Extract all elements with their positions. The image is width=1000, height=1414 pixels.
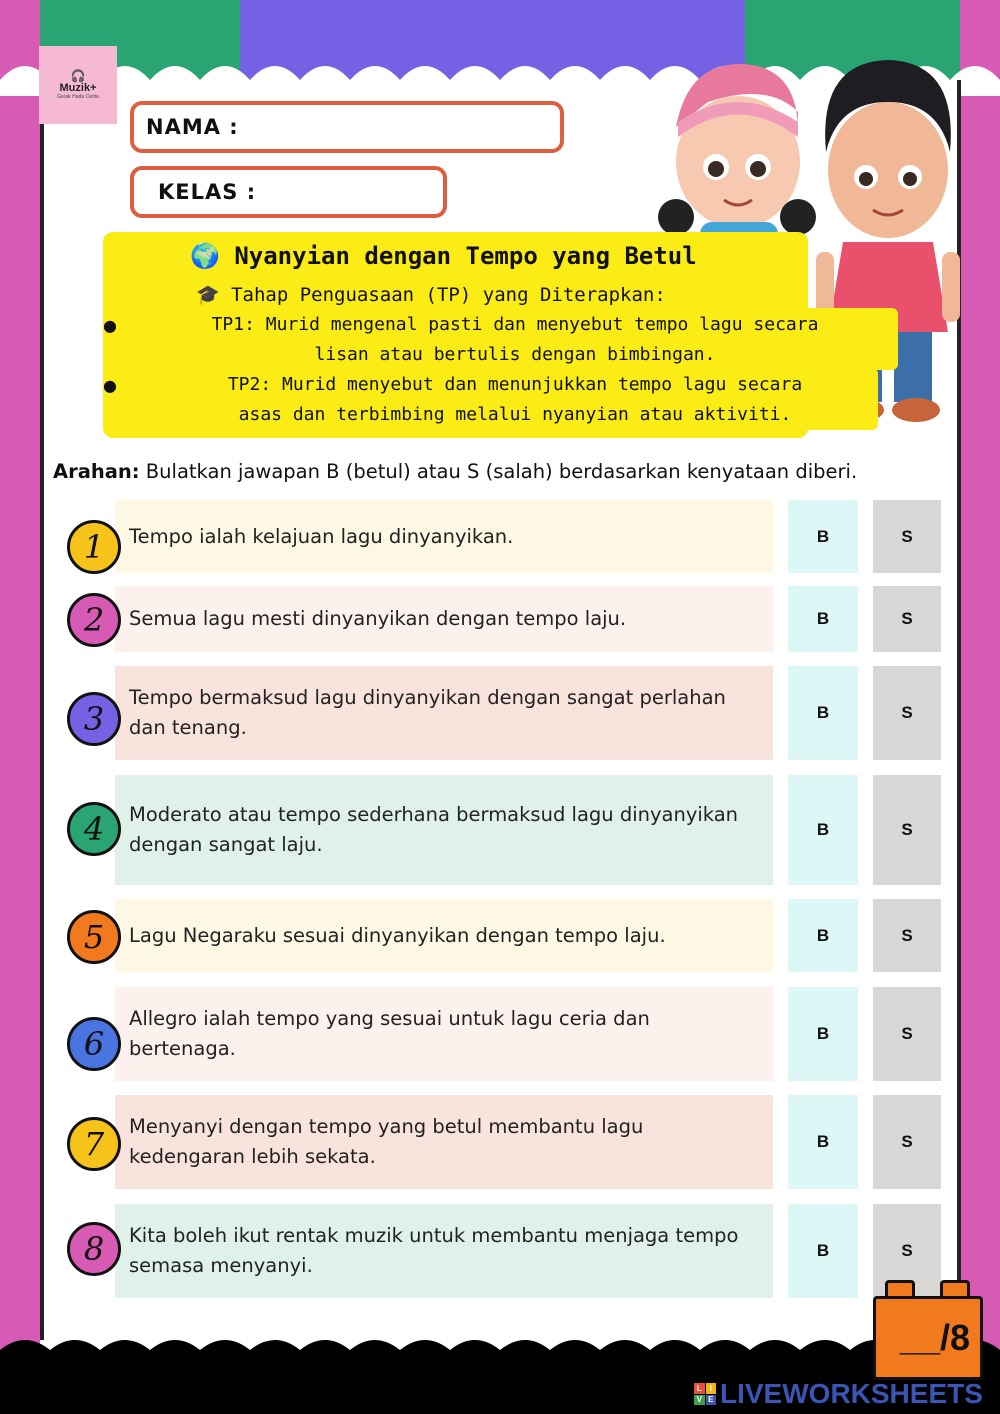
question-row — [115, 899, 773, 972]
info-title: 🌍 Nyanyian dengan Tempo yang Betul — [190, 242, 697, 270]
tp1-line2: lisan atau bertulis dengan bimbingan. — [314, 344, 716, 365]
answer-b-button[interactable]: B — [788, 1095, 858, 1189]
answer-s-button[interactable]: S — [873, 666, 941, 760]
logo-subtitle: Gerak Hada Cerita — [57, 94, 99, 100]
headphones-icon: 🎧 — [70, 69, 86, 83]
answer-b-button[interactable]: B — [788, 666, 858, 760]
muzik-logo — [39, 46, 117, 124]
bullet-icon: ● — [103, 376, 117, 395]
answer-b-button[interactable]: B — [788, 899, 858, 972]
answer-s-button[interactable]: S — [873, 1204, 941, 1298]
answer-s-button[interactable]: S — [873, 987, 941, 1081]
logo-title: Muzik+ — [59, 82, 97, 94]
nama-field[interactable] — [130, 101, 564, 153]
kelas-field[interactable] — [130, 166, 447, 218]
question-text: Semua lagu mesti dinyanyikan dengan tempo laju. — [129, 607, 627, 630]
score-text: __/8 — [899, 1317, 970, 1358]
badge-letter: L — [694, 1383, 705, 1394]
question-text: Kita boleh ikut rentak muzik untuk membantu menjaga tempo semasa menyanyi. — [129, 1224, 739, 1277]
watermark-text: LIVEWORKSHEETS — [720, 1378, 983, 1409]
question-number-badge: 2 — [67, 593, 121, 647]
answer-s-button[interactable]: S — [873, 775, 941, 885]
answer-b-button[interactable]: B — [788, 987, 858, 1081]
question-text: Allegro ialah tempo yang sesuai untuk lagu ceria dan bertenaga. — [129, 1007, 650, 1060]
answer-s-button[interactable]: S — [873, 586, 941, 652]
question-number-badge: 3 — [67, 692, 121, 746]
bullet-icon: ● — [103, 316, 117, 335]
question-text: Menyanyi dengan tempo yang betul membantu lagu kedengaran lebih sekata. — [129, 1115, 644, 1168]
question-row — [115, 775, 773, 885]
tp2-line1: TP2: Murid menyebut dan menunjukkan tempo lagu secara — [227, 374, 803, 395]
kelas-label: KELAS : — [158, 180, 257, 204]
liveworksheets-logo-icon — [694, 1383, 716, 1405]
tp2-line2: asas dan terbimbing melalui nyanyian atau aktiviti. — [238, 404, 792, 425]
question-number-badge: 1 — [67, 520, 121, 574]
frame-line-left — [40, 80, 44, 1340]
question-number-badge: 7 — [67, 1117, 121, 1171]
score-box — [873, 1296, 983, 1380]
question-text: Tempo bermaksud lagu dinyanyikan dengan sangat perlahan dan tenang. — [129, 686, 726, 739]
question-number-badge: 5 — [67, 910, 121, 964]
answer-s-button[interactable]: S — [873, 1095, 941, 1189]
question-number-badge: 6 — [67, 1017, 121, 1071]
question-row — [115, 1095, 773, 1189]
info-subtitle: 🎓 Tahap Penguasaan (TP) yang Diterapkan: — [196, 284, 666, 306]
instruction-text: Bulatkan jawapan B (betul) atau S (salah) berdasarkan kenyataan diberi. — [139, 460, 858, 483]
answer-s-button[interactable]: S — [873, 500, 941, 573]
nama-label: NAMA : — [146, 115, 239, 139]
question-text: Lagu Negaraku sesuai dinyanyikan dengan tempo laju. — [129, 923, 666, 947]
question-row — [115, 500, 773, 573]
answer-s-button[interactable]: S — [873, 899, 941, 972]
badge-letter: V — [694, 1395, 705, 1406]
answer-b-button[interactable]: B — [788, 1204, 858, 1298]
question-row — [115, 666, 773, 760]
question-number-badge: 8 — [67, 1222, 121, 1276]
question-number-badge: 4 — [67, 802, 121, 856]
question-text: Tempo ialah kelajuan lagu dinyanyikan. — [129, 524, 514, 548]
answer-b-button[interactable]: B — [788, 500, 858, 573]
instruction — [53, 460, 963, 483]
question-row — [115, 586, 773, 652]
question-text: Moderato atau tempo sederhana bermaksud lagu dinyanyikan dengan sangat laju. — [129, 803, 739, 856]
answer-b-button[interactable]: B — [788, 586, 858, 652]
tp1-line1: TP1: Murid mengenal pasti dan menyebut tempo lagu secara — [211, 314, 819, 335]
badge-letter: E — [706, 1395, 717, 1406]
instruction-label: Arahan: — [53, 460, 140, 483]
frame-left — [0, 0, 40, 1414]
question-row — [115, 987, 773, 1081]
question-row — [115, 1204, 773, 1298]
badge-letter: I — [706, 1383, 717, 1394]
answer-b-button[interactable]: B — [788, 775, 858, 885]
liveworksheets-watermark — [694, 1378, 983, 1410]
